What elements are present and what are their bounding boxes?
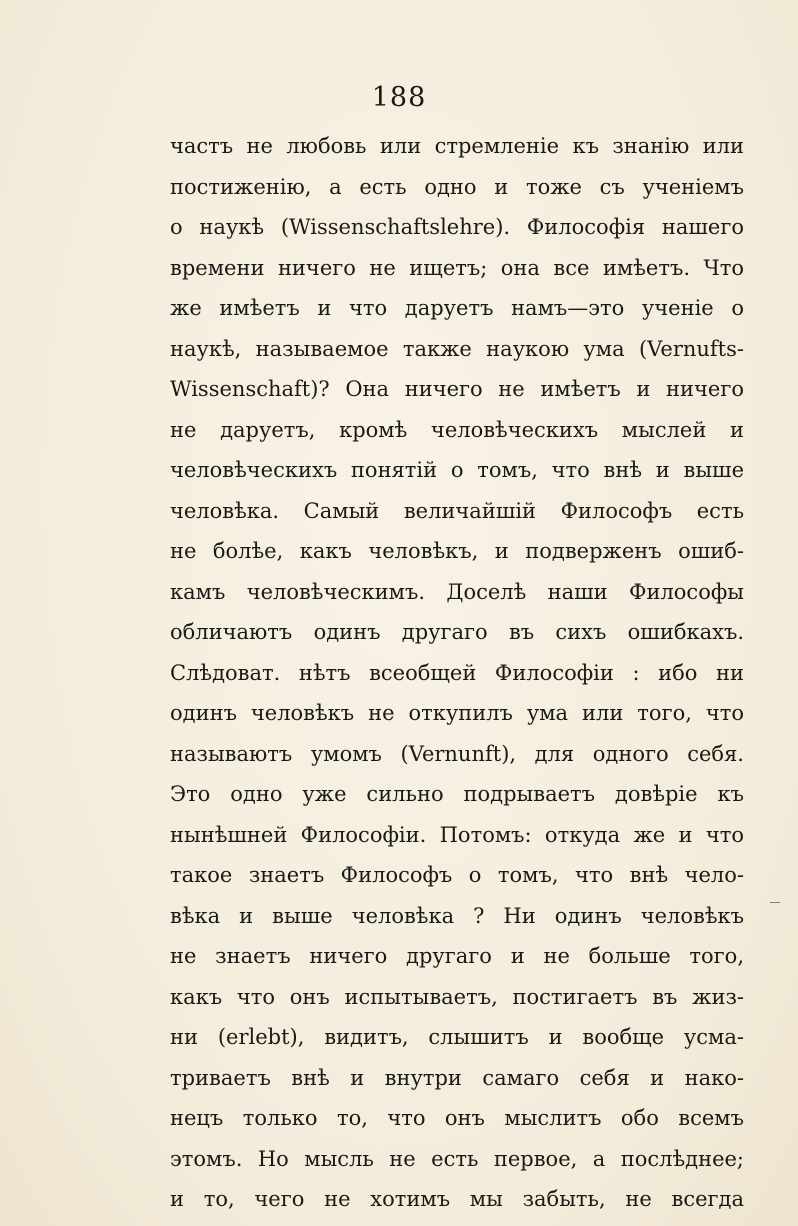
body-text bbox=[170, 126, 744, 1220]
text-line: не знаетъ ничего другаго и не больше того, bbox=[170, 944, 744, 968]
text-line: о наукѣ (Wissenschaftslehre). Философія нашего bbox=[170, 215, 744, 239]
text-line: нынѣшней Философіи. Потомъ: откуда же и что bbox=[170, 822, 744, 847]
text-line: Слѣдоват. нѣтъ всеобщей Философіи : ибо ни bbox=[170, 660, 744, 685]
text-line: и то, чего не хотимъ мы забыть, не всегда bbox=[170, 1187, 744, 1211]
text-line: же имѣетъ и что даруетъ намъ—это ученіе о bbox=[170, 296, 744, 320]
text-line: ни (erlebt), видитъ, слышитъ и вообще усма- bbox=[170, 1025, 744, 1049]
text-line: постиженію, а есть одно и тоже съ ученіемъ bbox=[170, 174, 744, 199]
text-line: нецъ только то, что онъ мыслитъ обо всемъ bbox=[170, 1106, 744, 1130]
text-line: какъ что онъ испытываетъ, постигаетъ въ жиз- bbox=[170, 984, 744, 1009]
text-line: не даруетъ, кромѣ человѣческихъ мыслей и bbox=[170, 417, 744, 442]
text-line: частъ не любовь или стремленіе къ знанію или bbox=[170, 134, 744, 158]
text-line: камъ человѣческимъ. Доселѣ наши Философы bbox=[170, 579, 744, 604]
text-line: вѣка и выше человѣка ? Ни одинъ человѣкъ bbox=[170, 903, 744, 928]
text-line: человѣка. Самый величайшій Философъ есть bbox=[170, 498, 744, 523]
text-line: времени ничего не ищетъ; она все имѣетъ. Что bbox=[170, 255, 744, 280]
text-line: не болѣе, какъ человѣкъ, и подверженъ ошиб- bbox=[170, 539, 744, 563]
text-line: этомъ. Но мысль не есть первое, а послѣднее; bbox=[170, 1146, 744, 1171]
text-line: обличаютъ одинъ другаго въ сихъ ошибкахъ. bbox=[170, 620, 744, 644]
text-line: называютъ умомъ (Vernunft), для одного себя. bbox=[170, 741, 744, 766]
text-line: наукѣ, называемое также наукою ума (Vernufts- bbox=[170, 336, 744, 361]
text-line: триваетъ внѣ и внутри самаго себя и нако- bbox=[170, 1065, 744, 1090]
page-number: 188 bbox=[371, 82, 427, 113]
text-line: такое знаетъ Философъ о томъ, что внѣ чело- bbox=[170, 863, 744, 887]
text-line: Это одно уже сильно подрываетъ довѣріе къ bbox=[170, 782, 744, 806]
page-edge-mark bbox=[770, 902, 780, 903]
text-line: Wissenschaft)? Она ничего не имѣетъ и ничего bbox=[170, 377, 744, 401]
text-line: человѣческихъ понятій о томъ, что внѣ и выше bbox=[170, 458, 744, 482]
text-line: одинъ человѣкъ не откупилъ ума или того, что bbox=[170, 701, 744, 725]
